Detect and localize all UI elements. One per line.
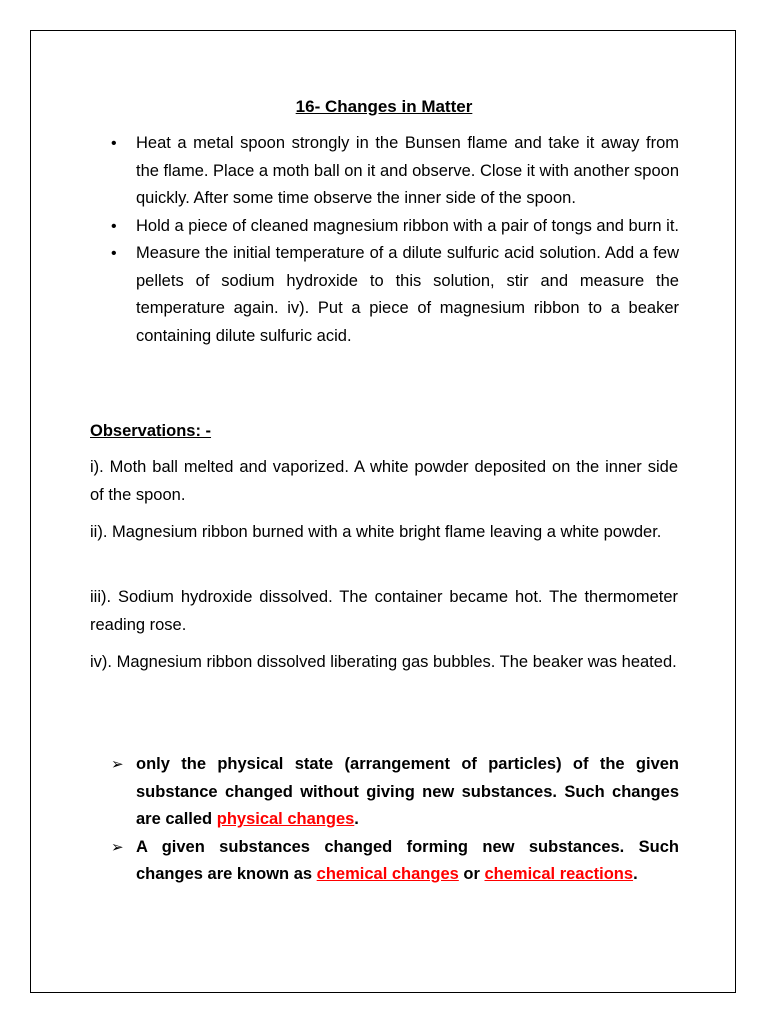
- observation-item: iii). Sodium hydroxide dissolved. The container became hot. The thermometer reading rose.: [90, 588, 678, 634]
- observations-heading: Observations: -: [90, 422, 212, 440]
- procedure-item: • Heat a metal spoon strongly in the Bunsen flame and take it away from the flame. Place a moth ball on it and observe. Close it with another spoon quickly. After some time observe the inner side of the spoon.: [111, 130, 679, 213]
- observation-item: i). Moth ball melted and vaporized. A white powder deposited on the inner side of the spoon.: [90, 458, 678, 504]
- physical-changes-term: physical changes: [216, 810, 355, 828]
- observation-item: iv). Magnesium ribbon dissolved liberating gas bubbles. The beaker was heated.: [90, 653, 677, 671]
- punctuation: .: [354, 810, 359, 828]
- conclusion-text: A given substances changed forming new substances. Such changes are known as: [136, 837, 679, 883]
- conclusion-list: [111, 751, 679, 889]
- procedure-item: • Measure the initial temperature of a dilute sulfuric acid solution. Add a few pellets of sodium hydroxide to this solution, stir and measure the temperature again. iv). Put a piece of magnesium ribbon to a beaker containing dilute sulfuric acid.: [111, 240, 679, 350]
- conclusion-text: only the physical state (arrangement of particles) of the given substance changed without giving new substances. Such changes are called: [136, 755, 679, 828]
- conclusion-physical: [111, 751, 679, 834]
- procedure-list: [111, 130, 679, 350]
- procedure-item: • Hold a piece of cleaned magnesium ribbon with a pair of tongs and burn it.: [111, 213, 679, 241]
- chemical-reactions-term: chemical reactions: [484, 865, 634, 883]
- conclusion-chemical: [111, 834, 679, 889]
- conjunction: or: [458, 865, 485, 883]
- page-title: 16- Changes in Matter: [295, 97, 473, 116]
- punctuation: .: [633, 865, 638, 883]
- observation-item: ii). Magnesium ribbon burned with a white bright flame leaving a white powder.: [90, 523, 662, 541]
- chemical-changes-term: chemical changes: [316, 865, 459, 883]
